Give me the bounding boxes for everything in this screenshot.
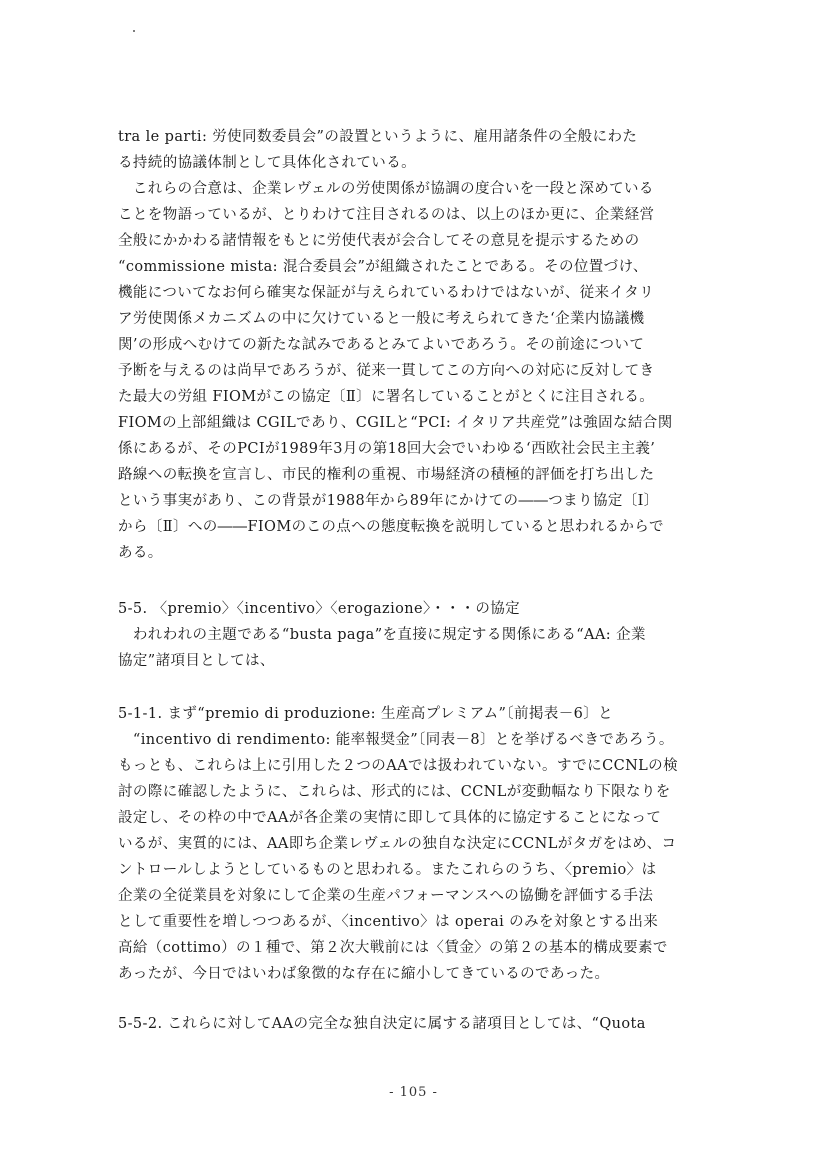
text-line: 予断を与えるのは尚早であろうが、従来一貫してこの方向への対応に反対してき: [118, 363, 655, 379]
text-line: 路線への転換を宣言し、市民的権利の重視、市場経済の積極的評価を打ち出した: [118, 467, 655, 483]
text-line: 企業の全従業員を対象にして企業の生産パフォーマンスへの協働を評価する手法: [118, 888, 654, 904]
text-line: 高給（cottimo）の１種で、第２次大戦前には〈賃金〉の第２の基本的構成要素で: [118, 940, 668, 956]
text-line: もっとも、これらは上に引用した２つのAAでは扱われていない。すでにCCNLの検: [118, 758, 678, 774]
scan-speck: [133, 30, 135, 32]
text-line: 機能についてなお何ら確実な保証が与えられているわけではないが、従来イタリ: [118, 285, 655, 301]
text-line: ある。: [118, 545, 163, 561]
text-line: 設定し、その枠の中でAAが各企業の実情に即して具体的に協定することになって: [118, 810, 662, 826]
text-line: FIOMの上部組織は CGILであり、CGILと“PCI: イタリア共産党”は強固な結合関: [118, 415, 673, 431]
text-line: 討の際に確認したように、これらは、形式的には、CCNLが変動幅なり下限なりを: [118, 784, 671, 800]
text-line: tra le parti: 労使同数委員会”の設置というように、雇用諸条件の全般にわた: [118, 129, 638, 145]
text-line: われわれの主題である“busta paga”を直接に規定する関係にある“AA: 企業: [118, 627, 646, 643]
section-5-5-2: [118, 1011, 718, 1037]
text-line: ことを物語っているが、とりわけて注目されるのは、以上のほか更に、企業経営: [118, 207, 655, 223]
text-line: る持続的協議体制として具体化されている。: [118, 155, 416, 171]
text-line: 関’の形成へむけての新たな試みであるとみてよいであろう。その前途について: [118, 337, 645, 353]
page-number: - 105 -: [389, 1085, 438, 1100]
text-line: として重要性を増しつつあるが、〈incentivo〉は operai のみを対象とする出来: [118, 914, 659, 930]
section-5-1-1: [118, 701, 718, 987]
section-heading: 5-5. 〈premio〉〈incentivo〉〈erogazione〉・・・の協定: [118, 601, 521, 617]
paragraph-labor-agreement: [118, 124, 718, 566]
text-line: これらの合意は、企業レヴェルの労使関係が協調の度合いを一段と深めている: [118, 181, 654, 197]
text-line: “incentivo di rendimento: 能率報奨金”〔同表－8〕とを挙げるべきであろう。: [118, 732, 674, 748]
text-line: “commissione mista: 混合委員会”が組織されたことである。その位置づけ、: [118, 259, 648, 275]
text-line: いるが、実質的には、AA即ち企業レヴェルの独自な決定にCCNLがタガをはめ、コ: [118, 836, 677, 852]
text-line: あったが、今日ではいわば象徴的な存在に縮小してきているのであった。: [118, 966, 610, 982]
text-line: 5-1-1. まず“premio di produzione: 生産高プレミアム”〔前掲表－6〕と: [118, 706, 614, 722]
text-line: ア労使関係メカニズムの中に欠けていると一般に考えられてきた‘企業内協議機: [118, 311, 645, 327]
text-line: という事実があり、この背景が1988年から89年にかけての――つまり協定〔Ⅰ〕: [118, 493, 659, 509]
text-line: ントロールしようとしているものと思われる。またこれらのうち、〈premio〉は: [118, 862, 657, 878]
text-line: 協定”諸項目としては、: [118, 653, 275, 669]
text-line: た最大の労組 FIOMがこの協定〔Ⅱ〕に署名していることがとくに注目される。: [118, 389, 655, 405]
section-5-5: [118, 596, 718, 674]
text-line: 5-5-2. これらに対してAAの完全な独自決定に属する諸項目としては、“Quota: [118, 1016, 646, 1032]
text-line: から〔Ⅱ〕への――FIOMのこの点への態度転換を説明していると思われるからで: [118, 519, 664, 535]
text-line: 係にあるが、そのPCIが1989年3月の第18回大会でいわゆる‘西欧社会民主主義’: [118, 441, 656, 457]
text-line: 全般にかかわる諸情報をもとに労使代表が会合してその意見を提示するための: [118, 233, 640, 249]
